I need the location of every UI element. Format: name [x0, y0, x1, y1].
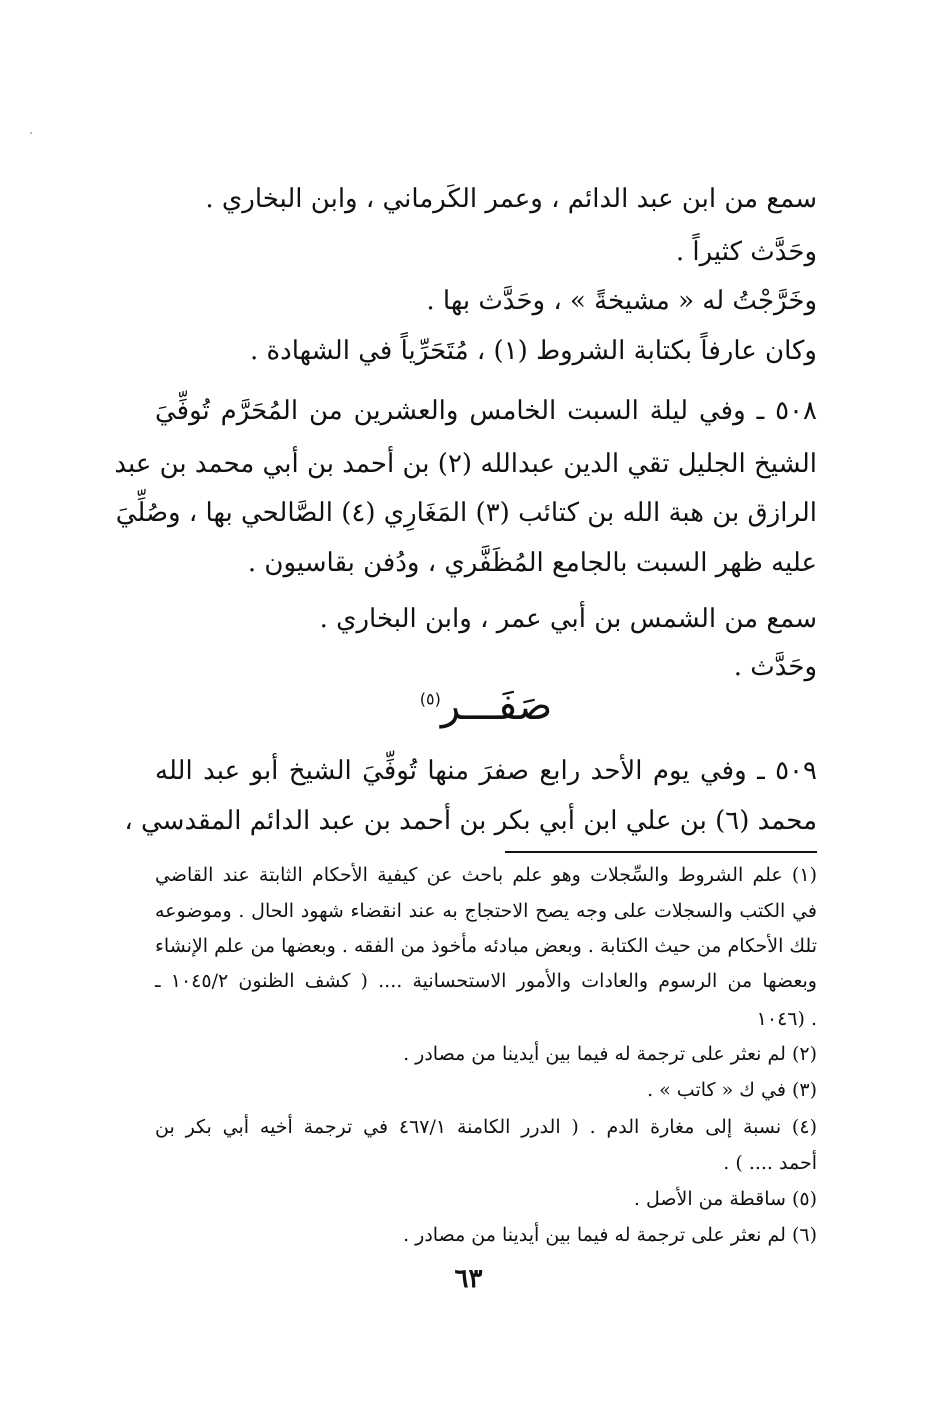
footnote-line: أحمد .... ) .: [723, 1152, 817, 1174]
footnote-line: (٢) لم نعثر على ترجمة له فيما بين أيدينا من مصادر .: [403, 1043, 817, 1065]
main-text: [114, 0, 817, 1410]
month-heading-text: صَفَـــر: [440, 683, 553, 729]
text-line: محمد (٦) بن علي ابن أبي بكر بن أحمد بن عبد الدائم المقدسي ،: [124, 806, 817, 836]
footnote-line: (٦) لم نعثر على ترجمة له فيما بين أيدينا من مصادر .: [403, 1224, 817, 1246]
footnote-line: (٥) ساقطة من الأصل .: [633, 1188, 817, 1210]
footnote-line: تلك الأحكام من حيث الكتابة . وبعض مبادئه مأخوذ من الفقه . وبعضها من علم الإنشاء: [155, 935, 817, 957]
page-number: ٦٣: [454, 1264, 483, 1294]
text-line: عليه ظهر السبت بالجامع المُظَفَّري ، ودُفن بقاسيون .: [247, 548, 817, 578]
footnote-line: (٤) نسبة إلى مغارة الدم . ( الدرر الكامنة ٤٦٧/١ في ترجمة أخيه أبي بكر بن: [155, 1116, 817, 1138]
footnote-line: (٣) في ك « كاتب » .: [647, 1079, 817, 1101]
entry-508-line: ٥٠٨ ـ وفي ليلة السبت الخامس والعشرين من المُحَرَّم تُوفِّيَ: [155, 396, 817, 426]
text-line: وحَدَّث .: [733, 652, 817, 682]
footnote-line: ١٠٤٦) .: [756, 1008, 817, 1030]
text-line: سمع من ابن عبد الدائم ، وعمر الكَرماني ، وابن البخاري .: [205, 184, 817, 214]
month-heading-note: (٥): [419, 689, 441, 709]
footnote-line: في الكتب والسجلات على وجه يصح الاحتجاج به عند انقضاء شهود الحال . وموضوعه: [155, 900, 817, 922]
footnote-line: وبعضها من الرسوم والعادات والأمور الاستحسانية .... ( كشف الظنون ١٠٤٥/٢ ـ: [155, 970, 817, 992]
text-line: وخَرَّجْتُ له « مشيخةً » ، وحَدَّث بها .: [426, 286, 817, 316]
scan-mark: [30, 132, 32, 134]
text-line: سمع من الشمس بن أبي عمر ، وابن البخاري .: [319, 604, 817, 634]
text-line: وكان عارفاً بكتابة الشروط (١) ، مُتَحَرِّياً في الشهادة .: [249, 336, 817, 366]
text-line: وحَدَّث كثيراً .: [675, 237, 817, 267]
footnote-line: (١) علم الشروط والسِّجلات وهو علم باحث عن كيفية الأحكام الثابتة عند القاضي: [155, 864, 817, 886]
footnote-separator: [505, 851, 817, 853]
text-line: الرازق بن هبة الله بن كتائب (٣) المَغَارِي (٤) الصَّالحي بها ، وصُلِّيَ: [115, 498, 817, 528]
entry-509-line: ٥٠٩ ـ وفي يوم الأحد رابع صفرَ منها تُوفِّيَ الشيخ أبو عبد الله: [155, 756, 817, 786]
text-line: الشيخ الجليل تقي الدين عبدالله (٢) بن أحمد بن أبي محمد بن عبد: [114, 449, 817, 479]
month-heading: [155, 683, 817, 729]
